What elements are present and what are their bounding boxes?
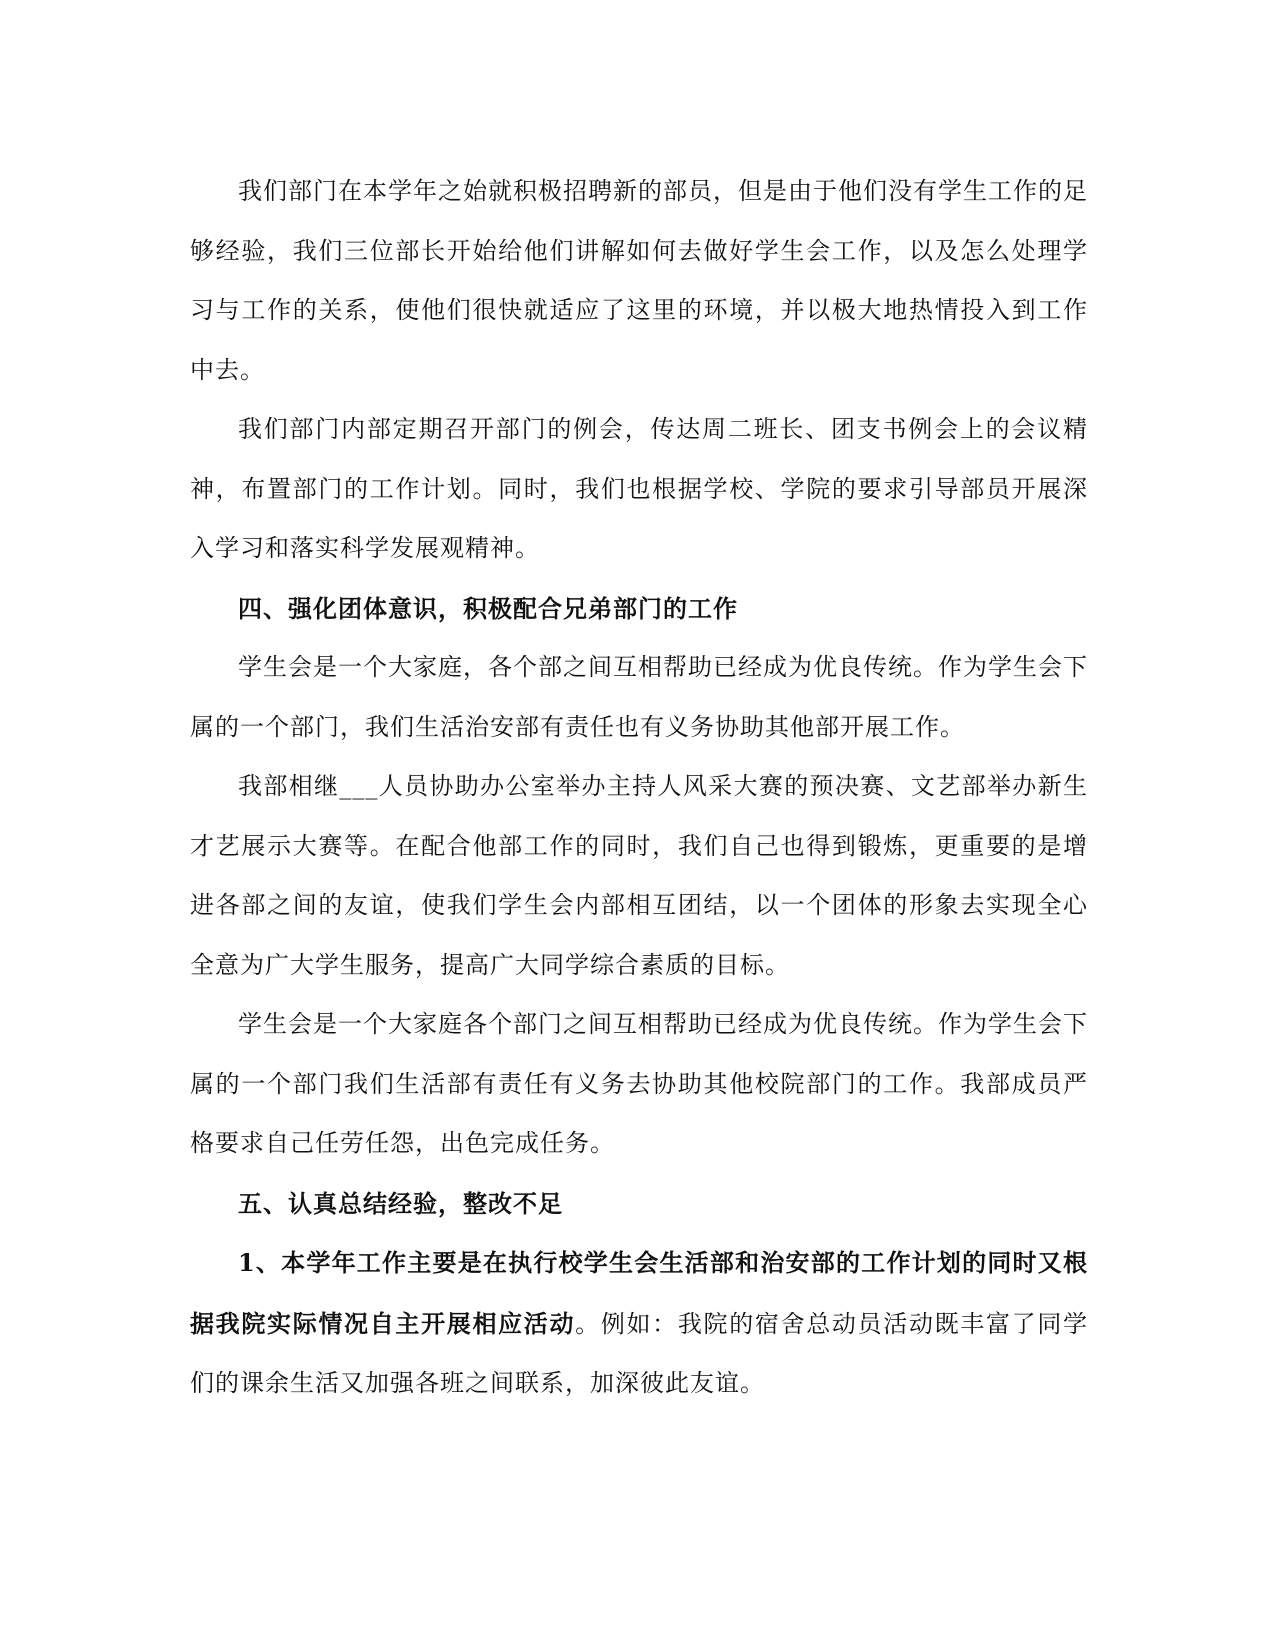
summary-normal-text: 。例如：我院的宿舍总动员活动既丰富了同学们的课余生活又加强各班之间联系，加深彼此友谊。 — [190, 1309, 1089, 1397]
section-heading-five: 五、认真总结经验，整改不足 — [238, 1188, 563, 1218]
paragraph-summary-point-one — [190, 1233, 1088, 1414]
paragraph-cooperation: 我部相继___人员协助办公室举办主持人风采大赛的预决赛、文艺部举办新生才艺展示大赛等。在配合他部工作的同时，我们自己也得到锻炼，更重要的是增进各部之间的友谊，使我们学生会内部相互团结，以一个团体的形象去实现全心全意为广大学生服务，提高广大同学综合素质的目标。 — [190, 772, 1088, 979]
document-body — [190, 162, 1088, 1414]
summary-bold-text: 1、本学年工作主要是在执行校学生会生活部和治安部的工作计划的同时又根据我院实际情况自主开展相应活动 — [190, 1248, 1088, 1338]
paragraph-responsibility: 学生会是一个大家庭各个部门之间互相帮助已经成为优良传统。作为学生会下属的一个部门我们生活部有责任有义务去协助其他校院部门的工作。我部成员严格要求自己任劳任怨，出色完成任务。 — [190, 1010, 1088, 1157]
paragraph-recruiting: 我们部门在本学年之始就积极招聘新的部员，但是由于他们没有学生工作的足够经验，我们三位部长开始给他们讲解如何去做好学生会工作，以及怎么处理学习与工作的关系，使他们很快就适应了这里的环境，并以极大地热情投入到工作中去。 — [190, 177, 1088, 384]
section-heading-four: 四、强化团体意识，积极配合兄弟部门的工作 — [238, 593, 738, 623]
paragraph-student-union-family: 学生会是一个大家庭，各个部之间互相帮助已经成为优良传统。作为学生会下属的一个部门，我们生活治安部有责任也有义务协助其他部开展工作。 — [190, 653, 1088, 741]
paragraph-meetings: 我们部门内部定期召开部门的例会，传达周二班长、团支书例会上的会议精神，布置部门的工作计划。同时，我们也根据学校、学院的要求引导部员开展深入学习和落实科学发展观精神。 — [190, 415, 1088, 562]
